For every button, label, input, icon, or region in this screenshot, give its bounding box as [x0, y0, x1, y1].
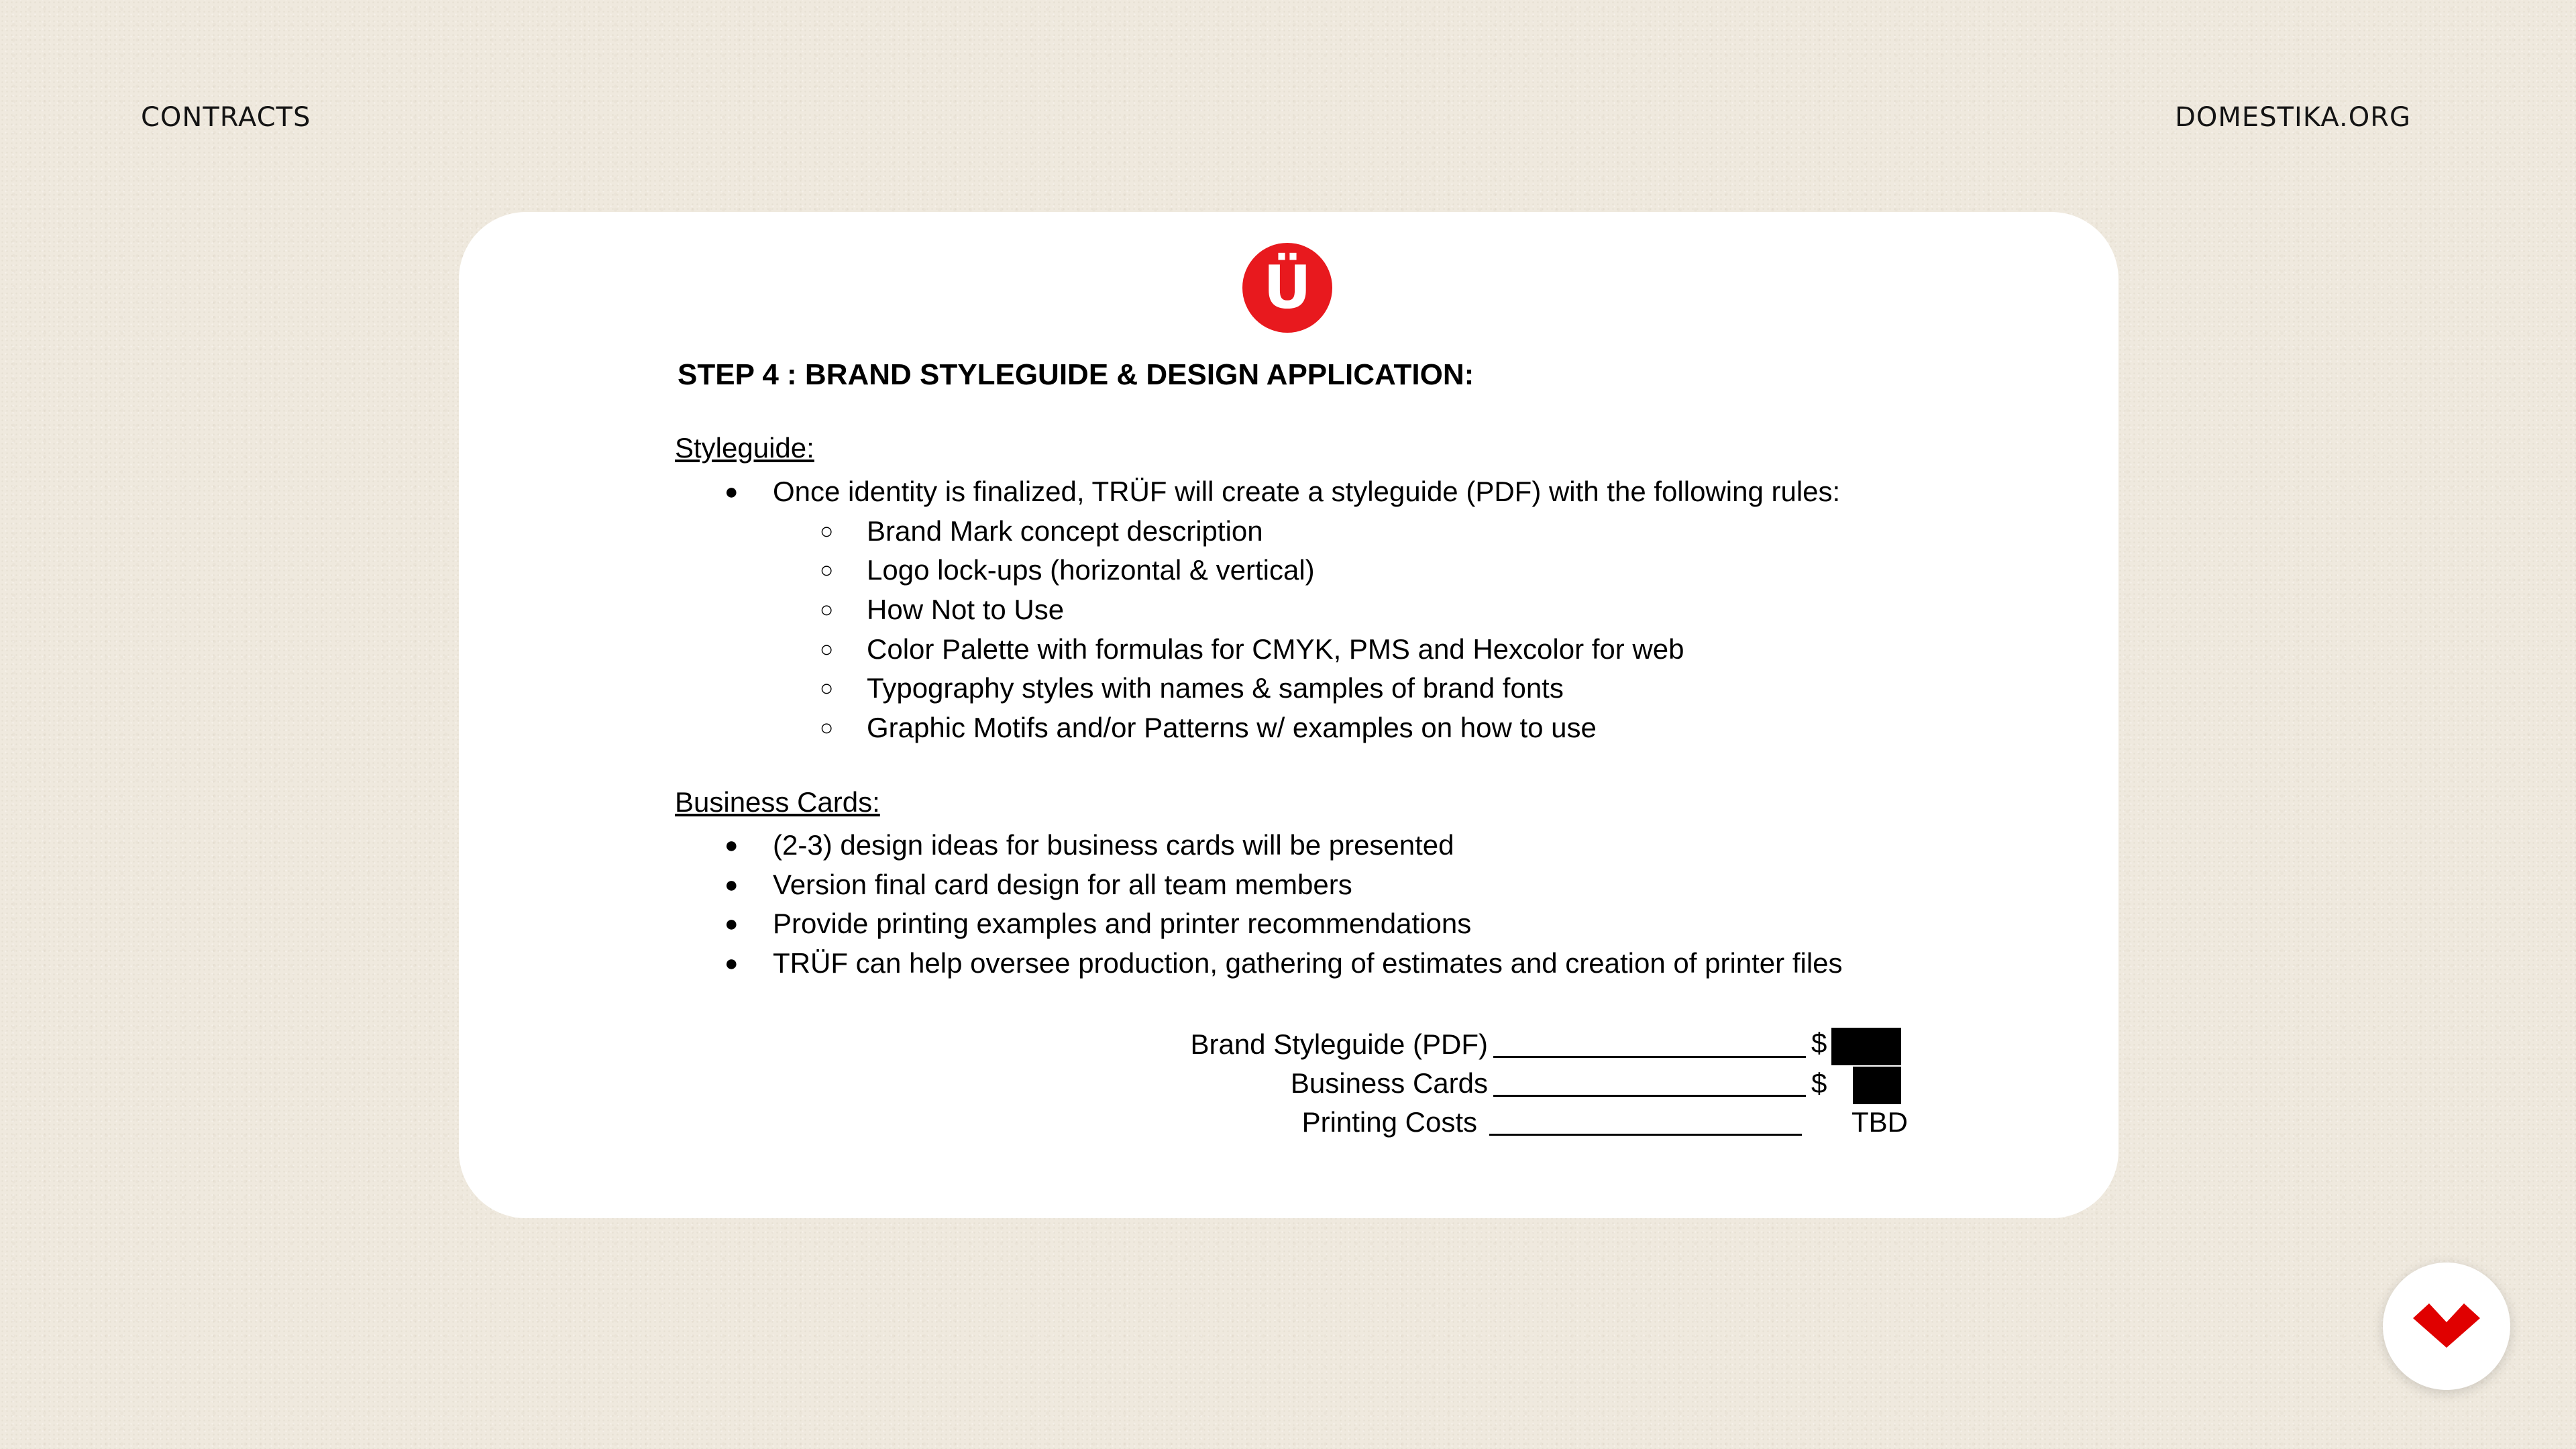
cost-label-styleguide: Brand Styleguide (PDF): [1190, 1028, 1488, 1060]
cost-line: [1493, 1056, 1806, 1058]
truf-logo-icon: Ü: [1242, 243, 1332, 333]
step-heading: STEP 4 : BRAND STYLEGUIDE & DESIGN APPLICATION:: [678, 358, 1474, 391]
circle-bullet-icon: ○: [820, 597, 834, 623]
bullet-icon: ●: [724, 951, 739, 977]
printing-cost-value: TBD: [1851, 1106, 1908, 1138]
bullet-icon: ●: [724, 871, 739, 898]
cost-label-business-cards: Business Cards: [1290, 1067, 1488, 1099]
bullet-icon: ●: [724, 833, 739, 858]
circle-bullet-icon: ○: [820, 715, 834, 741]
circle-bullet-icon: ○: [820, 518, 834, 544]
cost-label-printing: Printing Costs: [1301, 1106, 1477, 1138]
bullet-icon: ●: [724, 911, 739, 937]
cost-line: [1489, 1134, 1802, 1136]
circle-bullet-icon: ○: [820, 636, 834, 662]
domestika-button[interactable]: [2383, 1263, 2510, 1390]
bullet-icon: ●: [724, 479, 739, 504]
styleguide-title: Styleguide:: [675, 432, 814, 464]
cost-line: [1493, 1095, 1806, 1097]
contract-card: Ü STEP 4 : BRAND STYLEGUIDE & DESIGN APPLICATION: Styleguide: ● Once identity is finalized, TRÜF will create a styleguide (PDF) with the following rules: ○ Brand Mark concept description ○ Logo lock-ups (horizontal & vertical) ○ How Not to Use ○ Color Palette with formulas for CMYK, PMS and Hexcolor for web ○ Typography styles with names & samples of brand fonts ○ Graphic Motifs and/or Patterns w/ examples on how to use Business Cards: ● (2-3) design ideas for business cards will be presented ● Version final card design for all team members ● Provide printing examples and printer recommendations ● TRÜF can help oversee production, gathering of estimates and creation of printer files Brand Styleguide (PDF) $ Business Cards $ Printing Costs TBD: [459, 212, 2118, 1218]
site-label: DOMESTIKA.ORG: [2175, 102, 2411, 133]
currency-sign: $: [1811, 1027, 1827, 1059]
circle-bullet-icon: ○: [820, 676, 834, 702]
currency-sign: $: [1811, 1067, 1827, 1099]
redacted-price: [1831, 1028, 1901, 1065]
section-label: CONTRACTS: [141, 102, 311, 133]
circle-bullet-icon: ○: [820, 557, 834, 584]
redacted-price: [1853, 1067, 1901, 1104]
business-cards-title: Business Cards:: [675, 786, 880, 818]
domestika-logo-icon: [2413, 1299, 2480, 1353]
